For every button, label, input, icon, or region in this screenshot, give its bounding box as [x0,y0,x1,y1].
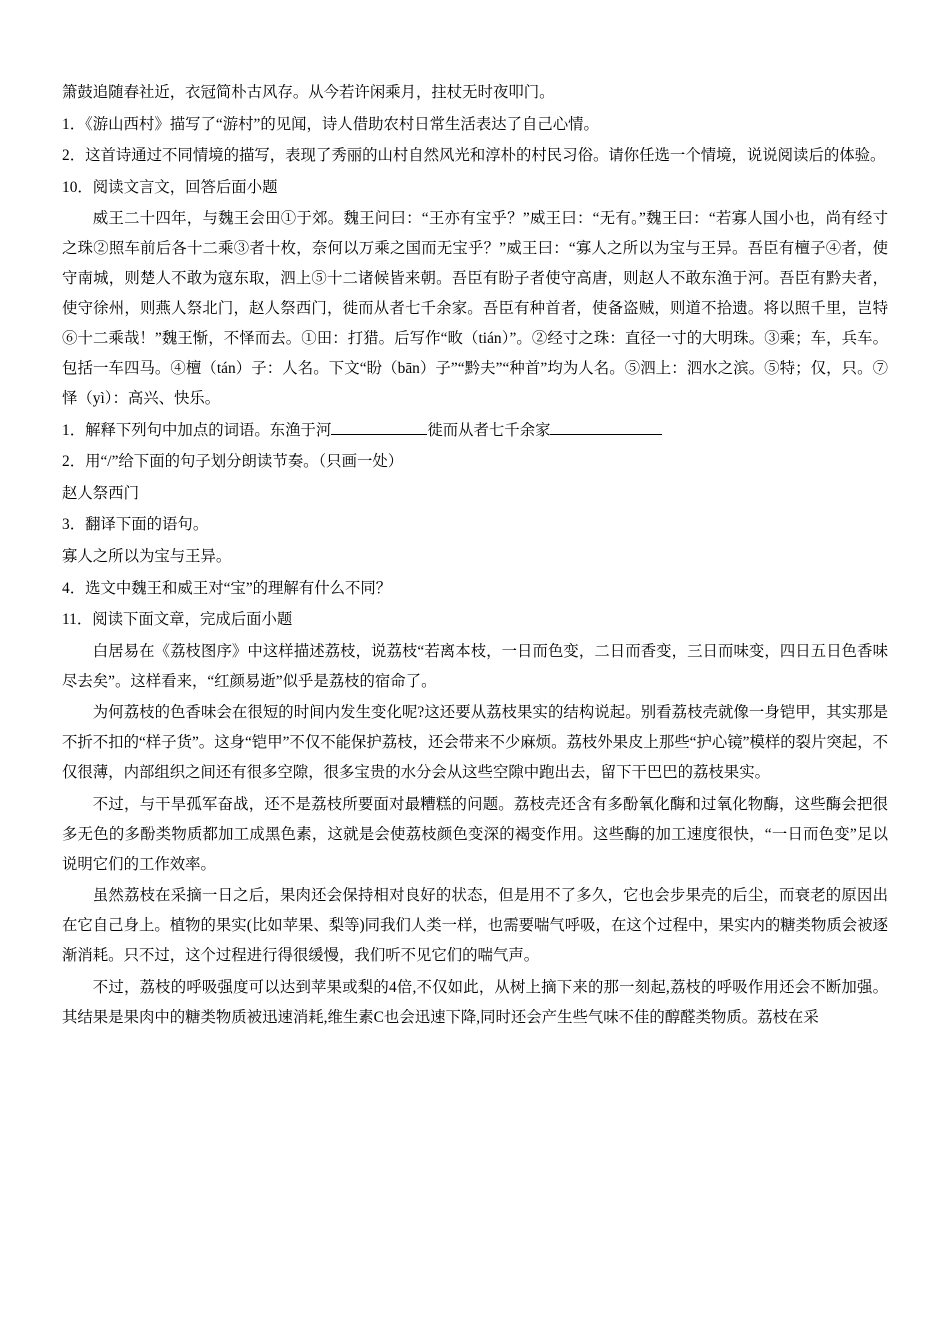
classical-chinese-passage: 威王二十四年，与魏王会田①于郊。魏王问曰：“王亦有宝乎？”威王曰：“无有。”魏王曰：“若寡人国小也，尚有经寸之珠②照车前后各十二乘③者十枚，奈何以万乘之国而无宝乎？”威王曰：“寡人之所以为宝与王异。吾臣有檀子④者，使守南城，则楚人不敢为寇东取，泗上⑤十二诸候皆来朝。吾臣有盼子者使守高唐，则赵人不敢东渔于河。吾臣有黔夫者，使守徐州，则燕人祭北门，赵人祭西门，徙而从者七千余家。吾臣有种首者，使备盗贼，则道不拾遗。将以照千里，岂特⑥十二乘哉！”魏王惭，不怿而去。①田：打猎。后写作“畋（tián）”。②经寸之珠：直径一寸的大明珠。③乘；车，兵车。包括一车四马。④檀（tán）子：人名。下文“盼（bān）子”“黔夫”“种首”均为人名。⑤泗上：泗水之滨。⑤特；仅，只。⑦怿（yì）：高兴、快乐。 [62,210,888,408]
answer-blank-2[interactable] [550,434,662,435]
article-paragraph-3: 不过，与干旱孤军奋战，还不是荔枝所要面对最糟糕的问题。荔枝壳还含有多酚氧化酶和过氧化物酶，这些酶会把很多无色的多酚类物质都加工成黑色素，这就是会使荔枝颜色变深的褐变作用。这些酶的加工速度很快，“一日而色变”足以说明它们的工作效率。 [62,795,888,873]
sub-question-1-text2: 徙而从者七千余家 [427,421,551,439]
article-paragraph-1: 白居易在《荔枝图序》中这样描述荔枝，说荔枝“若离本枝，一日而色变，二日而香变，三日而味变，四日五日色香味尽去矣”。这样看来，“红颜易逝”似乎是荔枝的宿命了。 [62,642,888,690]
document-body [62,78,888,1033]
sub-question-2: 2．用“/”给下面的句子划分朗读节奏。（只画一处） [62,453,404,471]
article-paragraph-2: 为何荔枝的色香味会在很短的时间内发生变化呢?这还要从荔枝果实的结构说起。别看荔枝壳就像一身铠甲，其实那是不折不扣的“样子货”。这身“铠甲”不仅不能保护荔枝，还会带来不少麻烦。荔枝外果皮上那些“护心镜”模样的裂片突起，不仅很薄，内部组织之间还有很多空隙，很多宝贵的水分会从这些空隙中跑出去，留下干巴巴的荔枝果实。 [62,704,888,782]
article-paragraph-4: 虽然荔枝在采摘一日之后，果肉还会保持相对良好的状态，但是用不了多久，它也会步果壳的后尘，而衰老的原因出在它自己身上。植物的果实(比如苹果、梨等)同我们人类一样，也需要喘气呼吸，在这个过程中，果实内的糖类物质会被逐渐消耗。只不过，这个过程进行得很缓慢，我们听不见它们的喘气声。 [62,887,888,965]
article-paragraph-5: 不过，荔枝的呼吸强度可以达到苹果或梨的4倍,不仅如此，从树上摘下来的那一刻起,荔枝的呼吸作用还会不断加强。其结果是果肉中的糖类物质被迅速消耗,维生素C也会迅速下降,同时还会产生些气味不佳的醇醛类物质。荔枝在采 [62,978,888,1026]
sub-question-2-sentence: 赵人祭西门 [62,484,139,502]
question-11-stem: 11．阅读下面文章，完成后面小题 [62,611,293,629]
sub-question-3-sentence: 寡人之所以为宝与王异。 [62,547,232,565]
question-10-stem: 10．阅读文言文，回答后面小题 [62,178,278,196]
answer-blank-1[interactable] [331,434,427,435]
poem-line: 箫鼓追随春社近，衣冠简朴古风存。从今若许闲乘月，拄杖无时夜叩门。 [62,84,555,101]
sub-question-1-text: 1．解释下列句中加点的词语。东渔于河 [62,421,332,439]
question-1: 1．《游山西村》描写了“游村”的见闻，诗人借助农村日常生活表达了自己心情。 [62,115,599,133]
sub-question-4: 4．选文中魏王和威王对“宝”的理解有什么不同？ [62,579,392,597]
sub-question-1 [62,416,888,446]
question-2: 2．这首诗通过不同情境的描写，表现了秀丽的山村自然风光和淳朴的村民习俗。请你任选一个情境，说说阅读后的体验。 [62,147,886,165]
sub-question-3: 3．翻译下面的语句。 [62,516,209,534]
